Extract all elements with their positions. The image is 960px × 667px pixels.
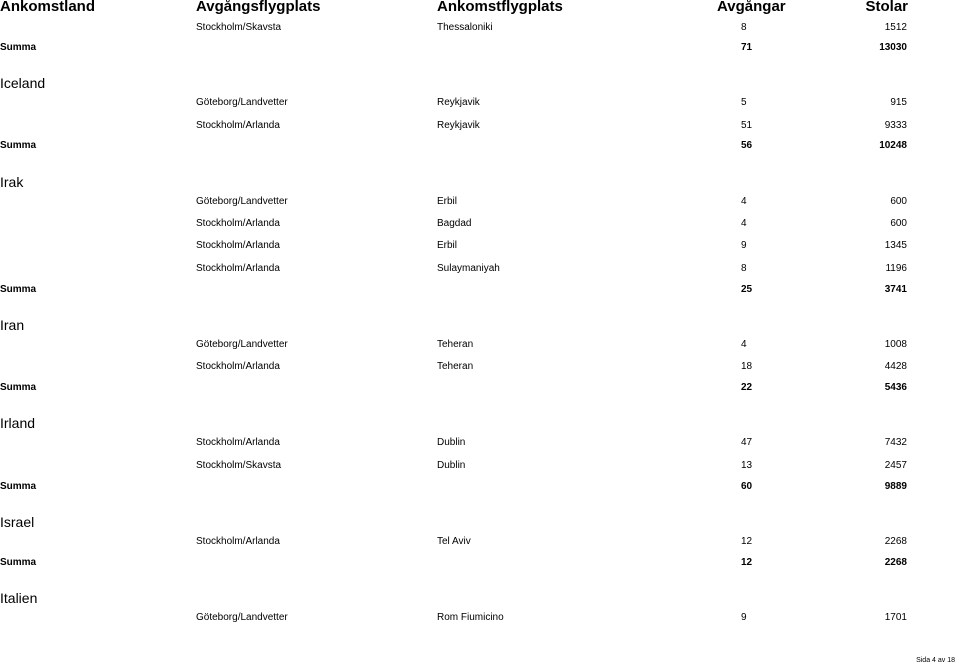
country-heading-iceland: Iceland [0, 75, 46, 91]
table-row-departure: Göteborg/Landvetter [196, 612, 288, 623]
sum-flights: 56 [741, 140, 753, 151]
table-row-arrival: Reykjavik [437, 97, 480, 108]
table-row-seats: 600 [890, 196, 907, 207]
table-row-arrival: Sulaymaniyah [437, 263, 500, 274]
country-heading-irland: Irland [0, 415, 36, 431]
country-heading-israel: Israel [0, 514, 35, 530]
table-row-flights: 12 [741, 536, 753, 547]
sum-flights: 71 [741, 42, 753, 53]
country-heading-iran: Iran [0, 317, 25, 333]
table-row-departure: Stockholm/Arlanda [196, 536, 280, 547]
table-row-arrival: Dublin [437, 437, 466, 448]
header-arrival-airport: Ankomstflygplats [437, 0, 563, 15]
sum-label: Summa [0, 382, 37, 393]
table-row-flights: 4 [741, 218, 747, 229]
table-row-flights: 8 [741, 22, 747, 33]
table-row-seats: 600 [890, 218, 907, 229]
table-row-flights: 47 [741, 437, 753, 448]
table-row-departure: Stockholm/Arlanda [196, 361, 280, 372]
sum-label: Summa [0, 284, 37, 295]
header-departures-count: Avgångar [717, 0, 786, 15]
header-departure-airport: Avgångsflygplats [196, 0, 321, 15]
sum-flights: 60 [741, 481, 753, 492]
table-row-flights: 18 [741, 361, 753, 372]
table-row-departure: Stockholm/Arlanda [196, 263, 280, 274]
table-row-arrival: Tel Aviv [437, 536, 471, 547]
sum-seats: 3741 [884, 284, 907, 295]
sum-seats: 9889 [884, 481, 907, 492]
table-row-departure: Göteborg/Landvetter [196, 196, 288, 207]
header-arrival-country: Ankomstland [0, 0, 96, 15]
table-row-seats: 915 [890, 97, 907, 108]
table-row-seats: 1008 [884, 339, 907, 350]
table-row-flights: 4 [741, 196, 747, 207]
table-row-departure: Stockholm/Arlanda [196, 218, 280, 229]
sum-label: Summa [0, 140, 37, 151]
table-row-arrival: Teheran [437, 361, 474, 372]
table-row-arrival: Dublin [437, 460, 466, 471]
table-row-flights: 13 [741, 460, 753, 471]
table-row-seats: 2268 [884, 536, 907, 547]
country-heading-irak: Irak [0, 174, 24, 190]
table-row-arrival: Reykjavik [437, 120, 480, 131]
table-row-seats: 1512 [884, 22, 907, 33]
table-row-seats: 1196 [885, 263, 907, 274]
country-heading-italien: Italien [0, 590, 38, 606]
table-row-seats: 1345 [884, 240, 907, 251]
sum-label: Summa [0, 481, 37, 492]
sum-seats: 10248 [879, 140, 907, 151]
sum-seats: 5436 [884, 382, 907, 393]
table-row-seats: 1701 [884, 612, 907, 623]
table-row-seats: 2457 [884, 460, 907, 471]
table-row-arrival: Erbil [437, 196, 458, 207]
table-row-flights: 9 [741, 612, 747, 623]
table-row-flights: 5 [741, 97, 747, 108]
sum-label: Summa [0, 557, 37, 568]
table-row-departure: Stockholm/Skavsta [196, 460, 282, 471]
table-row-departure: Göteborg/Landvetter [196, 339, 288, 350]
table-row-flights: 8 [741, 263, 747, 274]
table-row-seats: 4428 [884, 361, 907, 372]
table-row-flights: 4 [741, 339, 747, 350]
table-row-arrival: Bagdad [437, 218, 472, 229]
table-row-departure: Stockholm/Arlanda [196, 240, 280, 251]
sum-seats: 13030 [879, 42, 907, 53]
sum-flights: 25 [741, 284, 753, 295]
table-row-seats: 9333 [884, 120, 907, 131]
table-row-arrival: Erbil [437, 240, 458, 251]
table-row-arrival: Thessaloniki [437, 22, 493, 33]
table-row-seats: 7432 [884, 437, 907, 448]
sum-flights: 12 [741, 557, 753, 568]
table-row-departure: Stockholm/Arlanda [196, 120, 280, 131]
page-number: Sida 4 av 18 [916, 657, 955, 664]
sum-label: Summa [0, 42, 37, 53]
table-row-arrival: Rom Fiumicino [437, 612, 504, 623]
table-row-flights: 9 [741, 240, 747, 251]
table-row-departure: Stockholm/Skavsta [196, 22, 282, 33]
table-row-departure: Stockholm/Arlanda [196, 437, 280, 448]
table-row-departure: Göteborg/Landvetter [196, 97, 288, 108]
table-row-arrival: Teheran [437, 339, 474, 350]
sum-flights: 22 [741, 382, 753, 393]
table-row-flights: 51 [741, 120, 753, 131]
header-seats: Stolar [865, 0, 908, 15]
sum-seats: 2268 [884, 557, 907, 568]
